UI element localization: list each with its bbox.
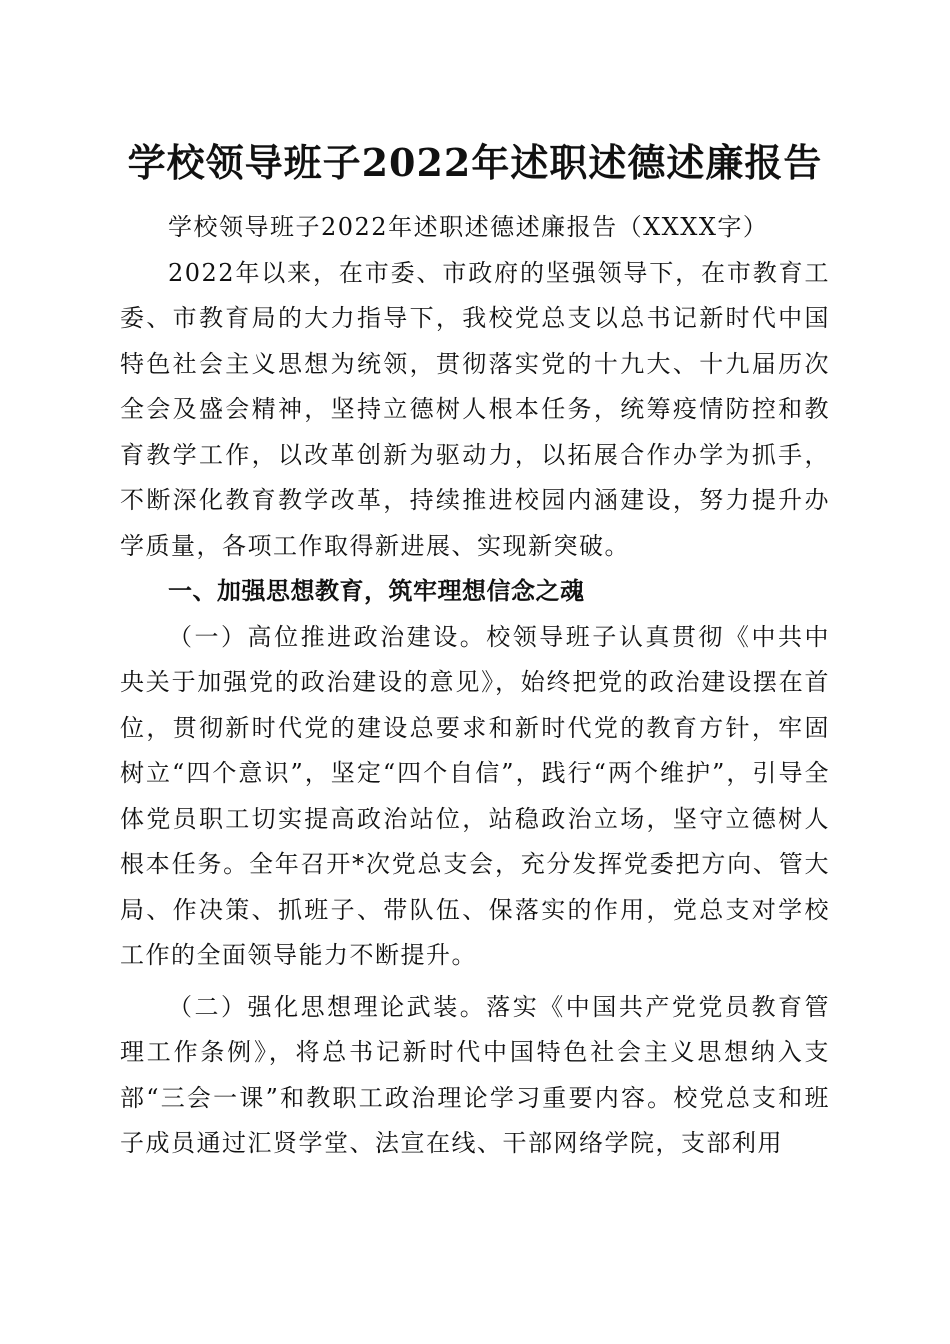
document-body <box>120 205 830 1167</box>
document-subtitle: 学校领导班子2022年述职述德述廉报告（XXXX字） <box>168 213 769 241</box>
paragraph-theory-study: （二）强化思想理论武装。落实《中国共产党党员教育管理工作条例》，将总书记新时代中国特色社会主义思想纳入支部“三会一课”和教职工政治理论学习重要内容。校党总支和班子成员通过汇贤学堂、法宣在线、干部网络学院，支部利用 <box>120 992 830 1157</box>
document-title: 学校领导班子2022年述职述德述廉报告 <box>127 140 823 185</box>
section-heading: 一、加强思想教育，筑牢理想信念之魂 <box>168 577 585 605</box>
paragraph-political-building: （一）高位推进政治建设。校领导班子认真贯彻《中共中央关于加强党的政治建设的意见》，始终把党的政治建设摆在首位，贯彻新时代党的建设总要求和新时代党的教育方针，牢固树立“四个意识”，坚定“四个自信”，践行“两个维护”，引导全体党员职工切实提高政治站位，站稳政治立场，坚守立德树人根本任务。全年召开*次党总支会，充分发挥党委把方向、管大局、作决策、抓班子、带队伍、保落实的作用，党总支对学校工作的全面领导能力不断提升。 <box>120 622 830 969</box>
intro-paragraph: 2022年以来，在市委、市政府的坚强领导下，在市教育工委、市教育局的大力指导下，我校党总支以总书记新时代中国特色社会主义思想为统领，贯彻落实党的十九大、十九届历次全会及盛会精神，坚持立德树人根本任务，统筹疫情防控和教育教学工作，以改革创新为驱动力，以拓展合作办学为抓手，不断深化教育教学改革，持续推进校园内涵建设，努力提升办学质量，各项工作取得新进展、实现新突破。 <box>120 258 830 560</box>
